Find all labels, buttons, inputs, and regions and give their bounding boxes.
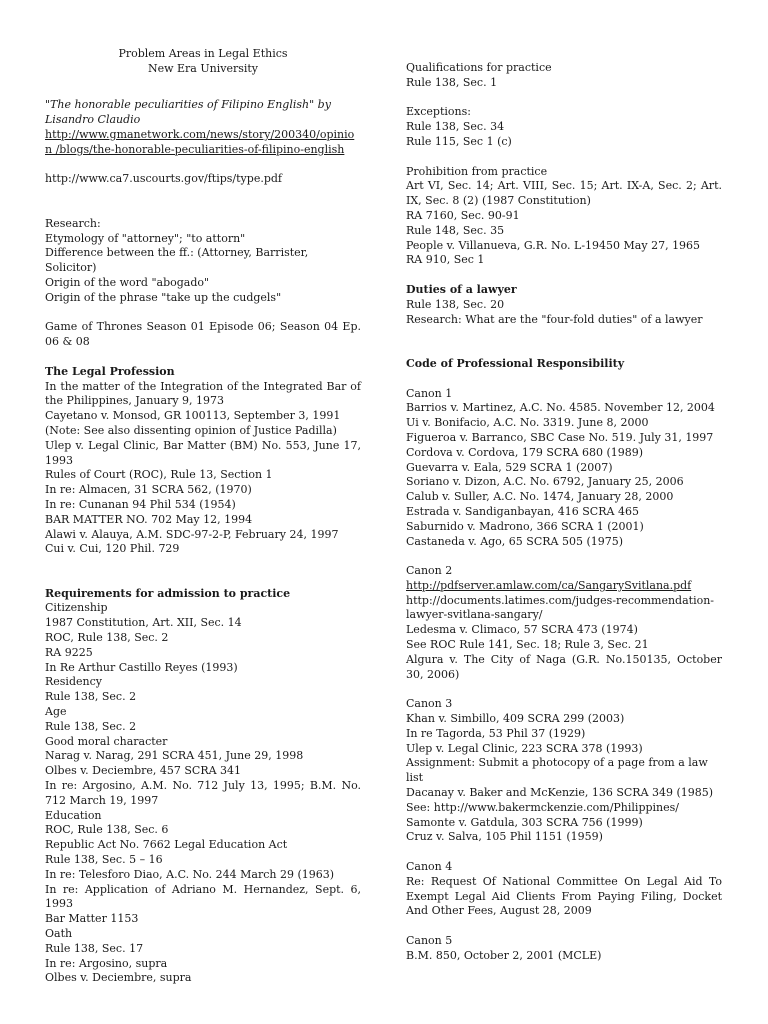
- list-item: Estrada v. Sandiganbayan, 416 SCRA 465: [406, 504, 639, 518]
- spacer: [45, 187, 361, 202]
- spacer: [45, 158, 361, 173]
- spacer: [406, 372, 722, 387]
- type-link[interactable]: http://www.ca7.uscourts.gov/ftips/type.pdf: [45, 172, 282, 186]
- list-item: In re: Almacen, 31 SCRA 562, (1970): [45, 483, 252, 497]
- list-item: Olbes v. Deciembre, supra: [45, 971, 192, 985]
- list-item: Age: [45, 705, 67, 719]
- qualifications-list: [406, 76, 722, 91]
- list-item: Samonte v. Gatdula, 303 SCRA 756 (1999): [406, 815, 643, 829]
- list-item: Bar Matter 1153: [45, 912, 139, 926]
- list-item: 1987 Constitution, Art. XII, Sec. 14: [45, 616, 242, 630]
- got-reference: Game of Thrones Season 01 Episode 06; Season 04 Ep. 06 & 08: [45, 320, 361, 349]
- spacer: [45, 557, 361, 572]
- spacer: [406, 91, 722, 106]
- list-item: Cruz v. Salva, 105 Phil 1151 (1959): [406, 830, 603, 844]
- prohibition-list: [406, 179, 722, 268]
- spacer: [406, 845, 722, 860]
- list-item: People v. Villanueva, G.R. No. L-19450 May 27, 1965: [406, 238, 701, 252]
- exceptions-heading: Exceptions:: [406, 105, 471, 119]
- duties-heading: Duties of a lawyer: [406, 282, 517, 296]
- left-column: [45, 47, 361, 986]
- list-item: Ui v. Bonifacio, A.C. No. 3319. June 8, 2000: [406, 416, 649, 430]
- list-item: Assignment: Submit a photocopy of a page from a law list: [406, 756, 708, 785]
- document-title: Problem Areas in Legal Ethics: [118, 47, 288, 60]
- list-item: Rule 138, Sec. 5 – 16: [45, 853, 163, 867]
- list-item: ROC, Rule 138, Sec. 2: [45, 631, 169, 645]
- list-item: BAR MATTER NO. 702 May 12, 1994: [45, 512, 253, 526]
- list-item: Narag v. Narag, 291 SCRA 451, June 29, 1998: [45, 749, 304, 763]
- list-item: Ulep v. Legal Clinic, 223 SCRA 378 (1993): [406, 741, 643, 755]
- list-item: Rule 148, Sec. 35: [406, 223, 505, 237]
- list-item: Re: Request Of National Committee On Legal Aid To Exempt Legal Aid Clients From Paying Filing, Docket And Other Fees, August 28, 2009: [406, 874, 722, 918]
- list-item: Rule 115, Sec 1 (c): [406, 134, 512, 148]
- article-link[interactable]: http://www.gmanetwork.com/news/story/200340/opinion /blogs/the-honorable-peculiarities-of-filipino-english: [45, 127, 355, 156]
- list-item: Rule 138, Sec. 1: [406, 75, 498, 89]
- list-item: Barrios v. Martinez, A.C. No. 4585. November 12, 2004: [406, 401, 715, 415]
- list-item: ROC, Rule 138, Sec. 6: [45, 823, 169, 837]
- list-item: RA 910, Sec 1: [406, 253, 485, 267]
- list-item: See: http://www.bakermckenzie.com/Philippines/: [406, 800, 679, 814]
- spacer: [406, 919, 722, 934]
- spacer: [45, 77, 361, 92]
- list-item: Good moral character: [45, 734, 168, 748]
- list-item: In re Tagorda, 53 Phil 37 (1929): [406, 726, 586, 740]
- list-item: Dacanay v. Baker and McKenzie, 136 SCRA 349 (1985): [406, 786, 714, 800]
- spacer: [45, 202, 361, 217]
- list-item: Rules of Court (ROC), Rule 13, Section 1: [45, 468, 273, 482]
- admission-heading: Requirements for admission to practice: [45, 586, 291, 600]
- spacer: [45, 306, 361, 321]
- canon3-heading: Canon 3: [406, 697, 453, 711]
- exceptions-list: [406, 120, 722, 150]
- list-item: Olbes v. Deciembre, 457 SCRA 341: [45, 764, 242, 778]
- canon5-list: [406, 949, 722, 964]
- spacer: [406, 268, 722, 283]
- list-item: Cayetano v. Monsod, GR 100113, September 3, 1991: [45, 409, 341, 423]
- list-item: Algura v. The City of Naga (G.R. No.150135, October 30, 2006): [406, 652, 722, 681]
- list-item: Etymology of "attorney"; "to attorn": [45, 231, 246, 245]
- list-item: Saburnido v. Madrono, 366 SCRA 1 (2001): [406, 519, 644, 533]
- canon2-heading: Canon 2: [406, 564, 453, 578]
- list-item: Guevarra v. Eala, 529 SCRA 1 (2007): [406, 460, 613, 474]
- list-item: Cordova v. Cordova, 179 SCRA 680 (1989): [406, 445, 644, 459]
- spacer: [45, 91, 361, 98]
- school-name: New Era University: [147, 61, 259, 75]
- list-item: Rule 138, Sec. 2: [45, 719, 137, 733]
- list-item: (Note: See also dissenting opinion of Justice Padilla): [45, 423, 337, 437]
- list-item: Ulep v. Legal Clinic, Bar Matter (BM) No. 553, June 17, 1993: [45, 438, 361, 467]
- spacer: [406, 682, 722, 697]
- list-item: See ROC Rule 141, Sec. 18; Rule 3, Sec. 21: [406, 638, 649, 652]
- list-item: Rule 138, Sec. 34: [406, 120, 505, 134]
- research-heading: Research:: [45, 216, 101, 230]
- canon2-link[interactable]: http://pdfserver.amlaw.com/ca/SangarySvitlana.pdf: [406, 578, 692, 592]
- canon3-list: [406, 712, 722, 845]
- spacer: [406, 150, 722, 165]
- list-item: B.M. 850, October 2, 2001 (MCLE): [406, 948, 602, 962]
- list-item: Rule 138, Sec. 17: [45, 941, 144, 955]
- list-item: RA 7160, Sec. 90-91: [406, 208, 520, 222]
- list-item: In re: Cunanan 94 Phil 534 (1954): [45, 497, 236, 511]
- duties-list: [406, 298, 722, 328]
- list-item: In the matter of the Integration of the Integrated Bar of the Philippines, January 9, 1973: [45, 379, 361, 408]
- qualifications-heading: Qualifications for practice: [406, 61, 552, 74]
- article-title: "The honorable peculiarities of Filipino English" by Lisandro Claudio: [45, 98, 331, 127]
- list-item: Castaneda v. Ago, 65 SCRA 505 (1975): [406, 534, 624, 548]
- spacer: [406, 327, 722, 342]
- list-item: Education: [45, 808, 102, 822]
- canon1-list: [406, 401, 722, 549]
- list-item: Research: What are the "four-fold duties" of a lawyer: [406, 312, 703, 326]
- list-item: Origin of the word "abogado": [45, 275, 210, 289]
- list-item: Difference between the ff.: (Attorney, Barrister, Solicitor): [45, 246, 309, 275]
- list-item: Alawi v. Alauya, A.M. SDC-97-2-P, February 24, 1997: [45, 527, 339, 541]
- list-item: Khan v. Simbillo, 409 SCRA 299 (2003): [406, 712, 625, 726]
- list-item: Ledesma v. Climaco, 57 SCRA 473 (1974): [406, 623, 638, 637]
- list-item: RA 9225: [45, 645, 93, 659]
- legal-profession-list: [45, 380, 361, 558]
- right-column: [406, 61, 722, 964]
- spacer: [45, 350, 361, 365]
- admission-list: [45, 601, 361, 986]
- list-item: In re: Argosino, A.M. No. 712 July 13, 1995; B.M. No. 712 March 19, 1997: [45, 779, 361, 807]
- research-list: [45, 232, 361, 306]
- canon4-heading: Canon 4: [406, 860, 453, 874]
- list-item: Residency: [45, 675, 102, 689]
- list-item: http://documents.latimes.com/judges-recommendation-lawyer-svitlana-sangary/: [406, 593, 715, 622]
- prohibition-heading: Prohibition from practice: [406, 164, 548, 178]
- list-item: Origin of the phrase "take up the cudgels": [45, 290, 282, 304]
- spacer: [406, 549, 722, 564]
- spacer: [45, 572, 361, 587]
- list-item: Citizenship: [45, 601, 108, 615]
- list-item: Cui v. Cui, 120 Phil. 729: [45, 542, 180, 556]
- list-item: Figueroa v. Barranco, SBC Case No. 519. July 31, 1997: [406, 430, 714, 444]
- canon4-list: [406, 875, 722, 919]
- cpr-heading: Code of Professional Responsibility: [406, 356, 625, 370]
- list-item: Art VI, Sec. 14; Art. VIII, Sec. 15; Art. IX-A, Sec. 2; Art. IX, Sec. 8 (2) (1987 Constitution): [406, 179, 722, 208]
- list-item: Rule 138, Sec. 2: [45, 690, 137, 704]
- list-item: Calub v. Suller, A.C. No. 1474, January 28, 2000: [406, 490, 674, 504]
- canon5-heading: Canon 5: [406, 934, 453, 948]
- list-item: Rule 138, Sec. 20: [406, 297, 505, 311]
- canon2-list: [406, 594, 722, 683]
- list-item: Republic Act No. 7662 Legal Education Act: [45, 838, 288, 852]
- list-item: Soriano v. Dizon, A.C. No. 6792, January 25, 2006: [406, 475, 684, 489]
- list-item: In re: Telesforo Diao, A.C. No. 244 March 29 (1963): [45, 867, 335, 881]
- list-item: In re: Argosino, supra: [45, 956, 168, 970]
- canon1-heading: Canon 1: [406, 386, 453, 400]
- list-item: Oath: [45, 927, 73, 941]
- spacer: [406, 342, 722, 357]
- list-item: In Re Arthur Castillo Reyes (1993): [45, 660, 238, 674]
- legal-profession-heading: The Legal Profession: [45, 364, 175, 378]
- list-item: In re: Application of Adriano M. Hernandez, Sept. 6, 1993: [45, 882, 361, 911]
